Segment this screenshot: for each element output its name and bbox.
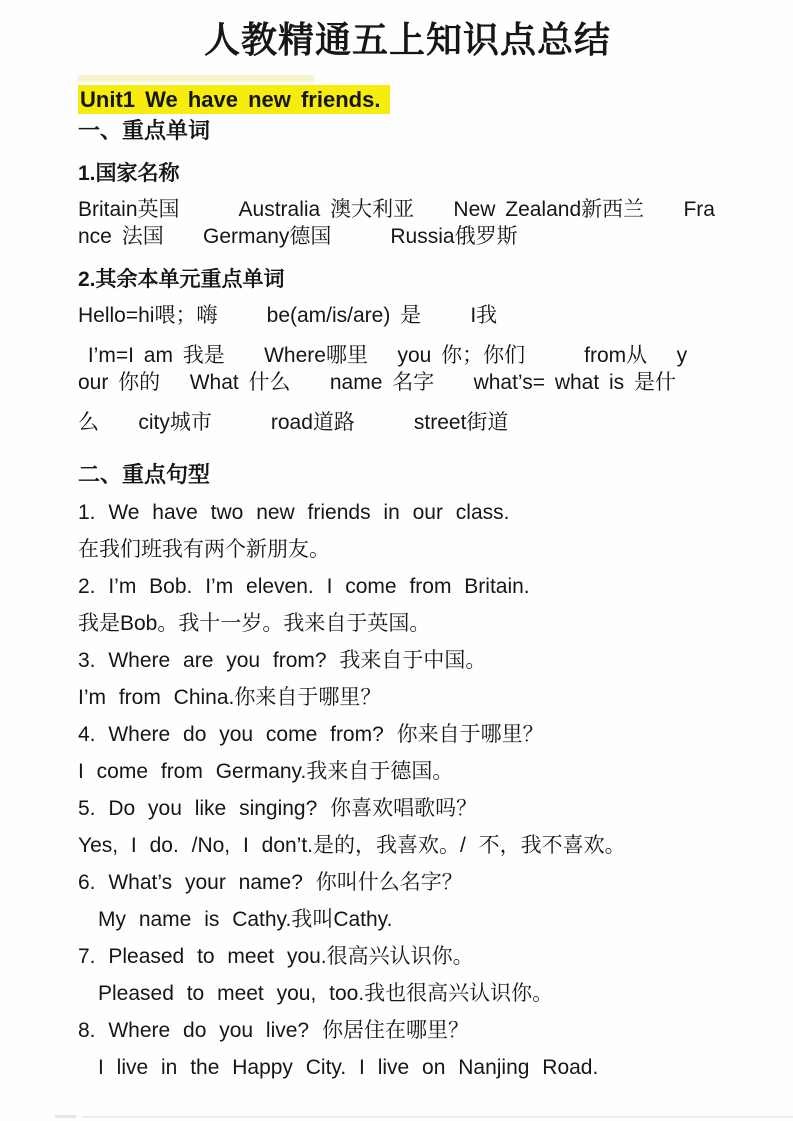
sentence-line-en: 6. What’s your name? 你叫什么名字？	[78, 871, 463, 894]
sentence-line-en: 3. Where are you from? 我来自于中国。	[78, 649, 487, 672]
sentence-line-en: 5. Do you like singing? 你喜欢唱歌吗？	[78, 797, 478, 820]
sentence-line-en: I live in the Happy City. I live on Nanjing Road.	[98, 1056, 599, 1079]
word-line: Britain英国 Australia 澳大利亚 New Zealand新西兰 Fra	[78, 198, 715, 221]
sentence-line-en: 8. Where do you live? 你居住在哪里？	[78, 1019, 469, 1042]
highlight-smear-mark	[78, 75, 314, 82]
word-group-heading-countries: 1.国家名称	[78, 162, 180, 185]
sentence-line-zh: My name is Cathy.我叫Cathy.	[98, 908, 393, 931]
word-line: Hello=hi喂；嗨 be(am/is/are) 是 I我	[78, 304, 498, 327]
sentence-line-en: 4. Where do you come from? 你来自于哪里？	[78, 723, 544, 746]
word-line: I’m=I am 我是 Where哪里 you 你；你们 from从 y	[78, 344, 688, 367]
word-group-heading-other-words: 2.其余本单元重点单词	[78, 268, 285, 291]
section-heading-key-sentences: 二、重点句型	[78, 462, 211, 487]
sentence-line-en: 7. Pleased to meet you.很高兴认识你。	[78, 945, 474, 968]
document-title: 人教精通五上知识点总结	[203, 19, 611, 60]
sentence-line-zh: I’m from China.你来自于哪里？	[78, 686, 382, 709]
sentence-line-zh: 在我们班我有两个新朋友。	[78, 538, 330, 561]
page-bottom-rule	[82, 1116, 793, 1118]
sentence-line-en: 1. We have two new friends in our class.	[78, 501, 510, 524]
sentence-line-zh: I come from Germany.我来自于德国。	[78, 760, 454, 783]
sentence-line-zh: Yes, I do. /No, I don’t.是的，我喜欢。/ 不，我不喜欢。	[78, 834, 626, 857]
section-heading-key-words: 一、重点单词	[78, 118, 211, 143]
sentence-line-zh: Pleased to meet you, too.我也很高兴认识你。	[98, 982, 554, 1005]
page-bottom-rule-dash	[55, 1115, 76, 1118]
unit-heading: Unit1 We have new friends.	[78, 85, 390, 114]
word-line: nce 法国 Germany德国 Russia俄罗斯	[78, 225, 518, 248]
word-line: our 你的 What 什么 name 名字 what’s= what is 是什	[78, 371, 677, 394]
sentence-line-zh: 我是Bob。我十一岁。我来自于英国。	[78, 612, 431, 635]
word-line: 么 city城市 road道路 street街道	[78, 411, 509, 434]
sentence-line-en: 2. I’m Bob. I’m eleven. I come from Britain.	[78, 575, 530, 598]
